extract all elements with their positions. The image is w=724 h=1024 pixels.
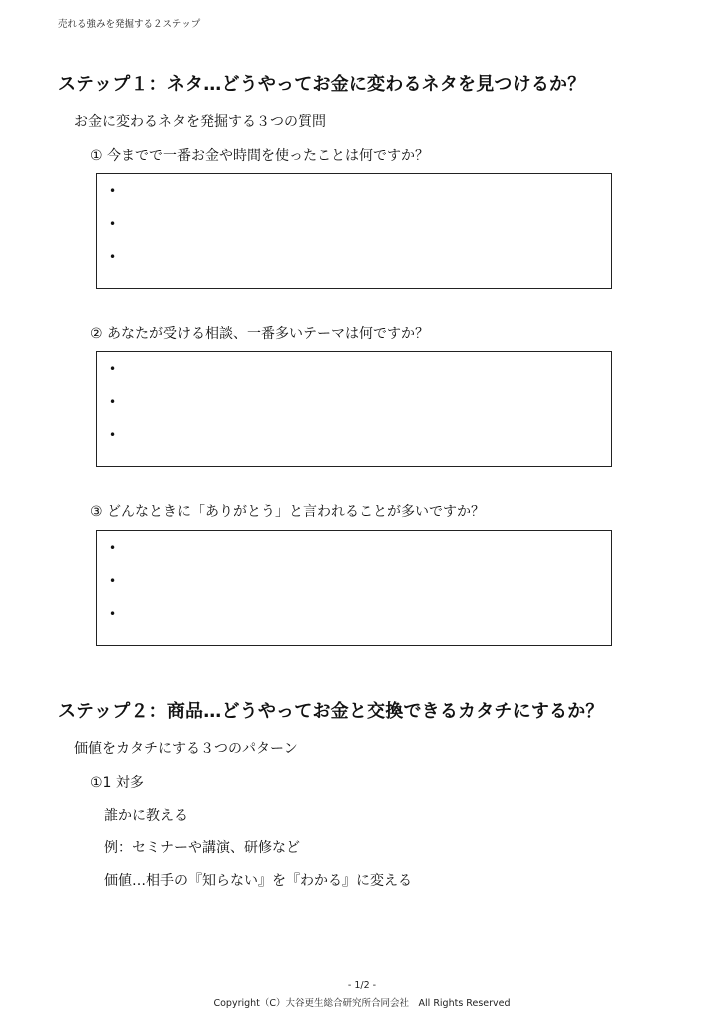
question-1: ① 今までで一番お金や時間を使ったことは何ですか？ [90,148,429,164]
answer-box-1[interactable] [96,173,612,289]
bullet: • [109,428,117,442]
step2-heading: ステップ２：商品…どうやってお金と交換できるカタチにするか？ [58,701,604,722]
bullet: • [109,250,117,264]
step2-subheading: 価値をカタチにする３つのパターン [74,741,298,757]
header-title: 売れる強みを発掘する２ステップ [58,19,201,30]
answer-box-2[interactable] [96,351,612,467]
step1-subheading: お金に変わるネタを発掘する３つの質問 [74,114,326,130]
bullet: • [109,362,117,376]
bullet: • [109,607,117,621]
pattern-1-title: ①1 対多 [90,775,144,791]
pattern-1-line-1: 誰かに教える [104,808,188,824]
answer-box-3[interactable] [96,530,612,646]
question-3: ③ どんなときに「ありがとう」と言われることが多いですか？ [90,504,485,520]
page-number: - 1/2 - [347,980,377,991]
copyright: Copyright（C）大谷更生総合研究所合同会社 All Rights Reserved [213,998,511,1009]
bullet: • [109,541,117,555]
bullet: • [109,184,117,198]
step1-heading: ステップ１：ネタ…どうやってお金に変わるネタを見つけるか？ [58,74,586,95]
pattern-1-line-3: 価値…相手の『知らない』を『わかる』に変える [104,873,412,889]
question-2: ② あなたが受ける相談、一番多いテーマは何ですか？ [90,326,429,342]
bullet: • [109,217,117,231]
bullet: • [109,574,117,588]
pattern-1-line-2: 例：セミナーや講演、研修など [104,840,300,856]
bullet: • [109,395,117,409]
